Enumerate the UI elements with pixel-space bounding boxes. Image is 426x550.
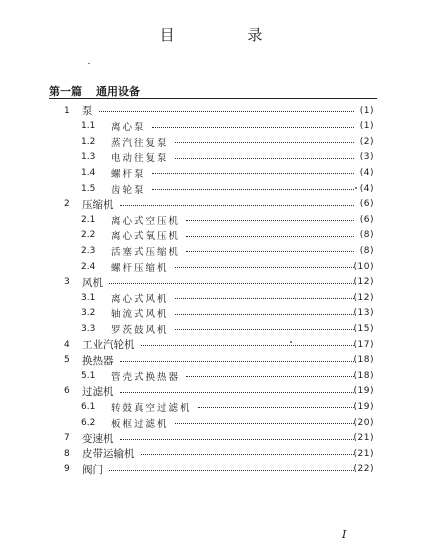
toc-entry-title: 螺杆压缩机 xyxy=(111,262,169,274)
toc-chapter-row xyxy=(0,336,426,353)
toc-entry-page: (8) xyxy=(359,245,374,256)
toc-entry-page: (18) xyxy=(353,355,374,366)
toc-entry-title: 离心式风机 xyxy=(111,293,169,305)
toc-entry-title: 风机 xyxy=(82,276,103,289)
toc-entry-page: (22) xyxy=(353,464,374,475)
toc-section-row xyxy=(0,414,426,431)
toc-entry-number: 4 xyxy=(64,339,70,350)
toc-entry-number: 1.4 xyxy=(81,167,96,178)
toc-entry-page: (19) xyxy=(353,386,374,397)
dot-leader xyxy=(120,439,354,440)
toc-entry-title: 离心泵 xyxy=(111,122,146,134)
toc-entry-title: 蒸汽往复泵 xyxy=(111,137,169,149)
toc-entry-page: (21) xyxy=(353,433,374,444)
toc-section-row xyxy=(0,320,426,337)
toc-entry-title: 板框过滤机 xyxy=(111,418,169,430)
dot-leader xyxy=(175,423,354,424)
dot-leader xyxy=(152,173,354,174)
toc-entry-page: (17) xyxy=(353,339,374,350)
toc-entry-title: 转鼓真空过滤机 xyxy=(111,402,192,414)
toc-section-row xyxy=(0,118,426,135)
dot-leader xyxy=(141,454,354,455)
dot-leader xyxy=(175,142,354,143)
dot-leader xyxy=(152,127,354,128)
toc-entry-number: 3 xyxy=(64,277,70,288)
dot-leader xyxy=(186,236,354,237)
toc-entry-page: (10) xyxy=(353,261,374,272)
toc-entry-title: 泵 xyxy=(82,105,93,117)
toc-entry-number: 1.3 xyxy=(81,152,96,163)
dot-leader xyxy=(175,314,354,315)
toc-section-row xyxy=(0,211,426,228)
scan-speck xyxy=(88,63,90,64)
toc-entry-page: (6) xyxy=(359,199,374,210)
toc-entry-page: (8) xyxy=(359,230,374,241)
part-divider xyxy=(49,98,377,99)
toc-entry-title: 罗茨鼓风机 xyxy=(111,324,169,336)
toc-section-row xyxy=(0,227,426,244)
toc-entry-number: 5.1 xyxy=(81,370,96,381)
toc-entry-number: 7 xyxy=(64,433,70,444)
dot-leader xyxy=(120,392,354,393)
toc-section-row xyxy=(0,305,426,322)
part-label: 第一篇 xyxy=(49,85,82,98)
toc-entry-page: (2) xyxy=(359,136,374,147)
toc-entry-title: 离心式空压机 xyxy=(111,215,181,227)
toc-entry-page: (4) xyxy=(359,183,374,194)
toc-entry-number: 8 xyxy=(64,448,70,459)
scan-speck xyxy=(290,341,292,343)
toc-section-row xyxy=(0,149,426,166)
toc-entry-page: (12) xyxy=(353,277,374,288)
toc-entry-title: 工业汽轮机 xyxy=(82,339,135,351)
toc-entry-page: (19) xyxy=(353,401,374,412)
toc-chapter-row xyxy=(0,445,426,462)
dot-leader xyxy=(99,111,354,112)
toc-entry-title: 螺杆泵 xyxy=(111,168,146,180)
toc-entry-title: 轴流式风机 xyxy=(111,309,169,321)
toc-entry-page: (1) xyxy=(359,105,374,116)
toc-chapter-row xyxy=(0,352,426,369)
toc-entry-title: 齿轮泵 xyxy=(111,184,146,196)
part-name: 通用设备 xyxy=(96,85,140,98)
dot-leader xyxy=(175,158,354,159)
toc-entry-page: (13) xyxy=(353,308,374,319)
toc-entry-number: 3.3 xyxy=(81,323,96,334)
toc-section-row xyxy=(0,133,426,150)
toc-section-row xyxy=(0,242,426,259)
dot-leader xyxy=(120,361,354,362)
dot-leader xyxy=(186,220,354,221)
toc-entry-title: 管壳式换热器 xyxy=(111,371,181,383)
toc-entry-title: 离心式氧压机 xyxy=(111,231,181,243)
toc-entry-page: (12) xyxy=(353,292,374,303)
toc-entry-number: 5 xyxy=(64,355,70,366)
toc-entry-number: 2.1 xyxy=(81,214,96,225)
toc-chapter-row xyxy=(0,274,426,291)
toc-entry-number: 2.3 xyxy=(81,245,96,256)
toc-entry-page: (15) xyxy=(353,323,374,334)
toc-chapter-row xyxy=(0,102,426,119)
toc-entry-page: (21) xyxy=(353,448,374,459)
dot-leader xyxy=(186,251,354,252)
toc-entry-page: (3) xyxy=(359,152,374,163)
toc-entry-page: (6) xyxy=(359,214,374,225)
dot-leader xyxy=(109,283,354,284)
dot-leader xyxy=(186,376,354,377)
page-title: 目 录 xyxy=(159,26,297,44)
toc-entry-title: 皮带运输机 xyxy=(82,448,135,461)
toc-chapter-row xyxy=(0,461,426,478)
toc-section-row xyxy=(0,164,426,181)
dot-leader xyxy=(198,407,354,408)
toc-entry-title: 活塞式压缩机 xyxy=(111,246,181,258)
toc-entry-number: 1 xyxy=(64,105,70,116)
toc-entry-number: 6.2 xyxy=(81,417,96,428)
dot-leader xyxy=(175,298,354,299)
toc-entry-title: 过滤机 xyxy=(82,385,114,398)
toc-entry-page: (18) xyxy=(353,370,374,381)
toc-section-row xyxy=(0,258,426,275)
dot-leader xyxy=(175,267,354,268)
dot-leader xyxy=(120,205,354,206)
toc-section-row xyxy=(0,367,426,384)
toc-chapter-row xyxy=(0,196,426,213)
toc-entry-number: 2.4 xyxy=(81,261,96,272)
toc-entry-page: (1) xyxy=(359,121,374,132)
toc-entry-number: 1.2 xyxy=(81,136,96,147)
dot-leader xyxy=(152,189,354,190)
toc-section-row xyxy=(0,289,426,306)
page-folio: I xyxy=(342,528,347,541)
toc-entry-title: 压缩机 xyxy=(82,198,114,211)
toc-entry-number: 6.1 xyxy=(81,401,96,412)
dot-leader xyxy=(141,345,354,346)
toc-entry-number: 2.2 xyxy=(81,230,96,241)
toc-section-row xyxy=(0,398,426,415)
toc-chapter-row xyxy=(0,383,426,400)
toc-entry-number: 1.5 xyxy=(81,183,96,194)
toc-entry-title: 电动往复泵 xyxy=(111,153,169,165)
toc-entry-number: 2 xyxy=(64,199,70,210)
toc-entry-title: 变速机 xyxy=(82,432,114,445)
toc-entry-number: 3.1 xyxy=(81,292,96,303)
toc-entry-title: 换热器 xyxy=(82,354,114,367)
toc-entry-number: 9 xyxy=(64,464,70,475)
toc-entry-page: (20) xyxy=(353,417,374,428)
dot-leader xyxy=(175,329,354,330)
toc-section-row xyxy=(0,180,426,197)
toc-entry-page: (4) xyxy=(359,167,374,178)
toc-chapter-row xyxy=(0,430,426,447)
toc-entry-number: 1.1 xyxy=(81,121,96,132)
part-heading xyxy=(49,83,140,99)
scan-speck xyxy=(355,187,357,189)
toc-entry-number: 6 xyxy=(64,386,70,397)
toc-entry-title: 阀门 xyxy=(82,463,103,476)
toc-entry-number: 3.2 xyxy=(81,308,96,319)
dot-leader xyxy=(109,470,354,471)
